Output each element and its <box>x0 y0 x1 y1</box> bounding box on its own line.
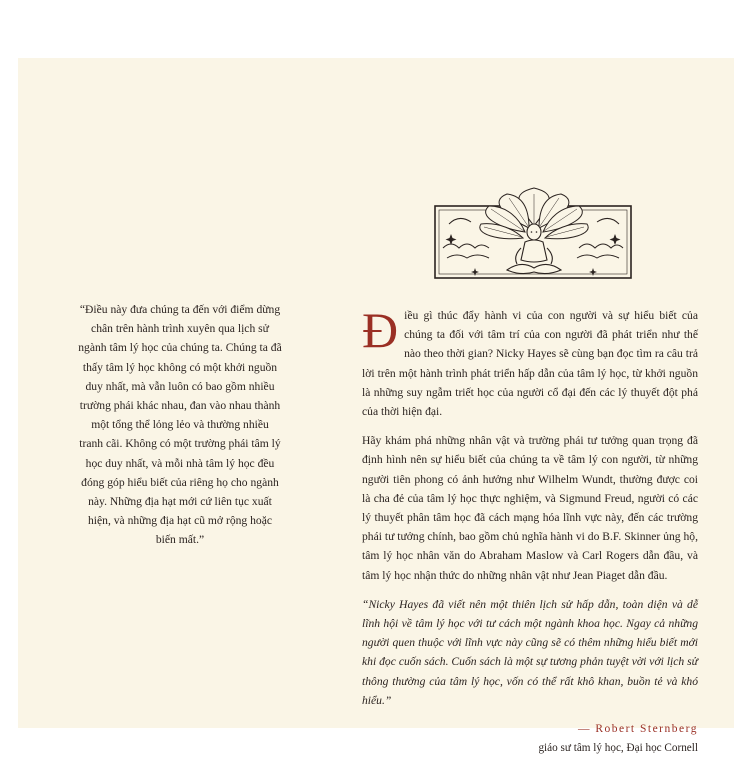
intro-paragraph-text: iều gì thúc đẩy hành vi của con người và sự hiểu biết của chúng ta đối với tâm trí của con người đã phát triển như thế nào theo thời gian? Nicky Hayes sẽ cùng bạn đọc tìm ra câu trả lời trên một hành trình phát triển hấp dẫn của tâm lý học, từ khởi nguồn là những suy ngẫm triết học của người cổ đại đến các lý thuyết đột phá của thời hiện đại. <box>362 309 698 419</box>
reviewer-title: giáo sư tâm lý học, Đại học Cornell <box>538 742 698 755</box>
body-column <box>362 302 698 758</box>
intro-paragraph <box>362 302 698 421</box>
second-paragraph: Hãy khám phá những nhân vật và trường phái tư tưởng quan trọng đã định hình nên sự hiểu biết của chúng ta về tâm lý con người, từ những người tiên phong có ảnh hưởng như Wilhelm Wundt, thường được coi là cha đẻ của tâm lý học thực nghiệm, và Sigmund Freud, người có các lý thuyết phân tâm học đã cách mạng hóa lĩnh vực này, đến các trường phái tư tưởng chính, bao gồm chủ nghĩa hành vi do B.F. Skinner ủng hộ, tâm lý học nhân văn do Abraham Maslow và Carl Rogers dẫn đầu, và tâm lý học nhận thức do những nhân vật như Jean Piaget dẫn đầu. <box>362 434 698 582</box>
meditation-lotus-icon <box>429 186 639 286</box>
review-blurb: “Nicky Hayes đã viết nên một thiên lịch sử hấp dẫn, toàn diện và dễ lĩnh hội về tâm lý học với tư cách một ngành khoa học. Ngay cả những người quen thuộc với lĩnh vực này cũng sẽ có thêm những hiểu biết mới khi đọc cuốn sách. Cuốn sách là một sự tương phản tuyệt vời với lịch sử thông thường của tâm lý học, vốn có thể rất khô khan, buồn tẻ và khó hiểu.” <box>362 597 698 707</box>
review-attribution <box>362 720 698 758</box>
left-page-quote: “Điều này đưa chúng ta đến với điểm dừng chân trên hành trình xuyên qua lịch sử ngành tâm lý học của chúng ta. Chúng ta đã thấy tâm lý học không có một khởi nguồn duy nhất, mà vẫn luôn có bao gồm nhiều trường phái khác nhau, đan vào nhau thành một tổng thể lỏng lẻo và thường nhiều tranh cãi. Không có một trường phái tâm lý học duy nhất, và mỗi nhà tâm lý học đều đóng góp hiểu biết của riêng họ cho ngành này. Những địa hạt mới cứ liên tục xuất hiện, và những địa hạt cũ mở rộng hoặc biến mất.” <box>78 303 282 547</box>
drop-cap: Đ <box>362 302 399 358</box>
reviewer-name: — Robert Sternberg <box>577 723 698 736</box>
book-spread <box>18 58 734 755</box>
